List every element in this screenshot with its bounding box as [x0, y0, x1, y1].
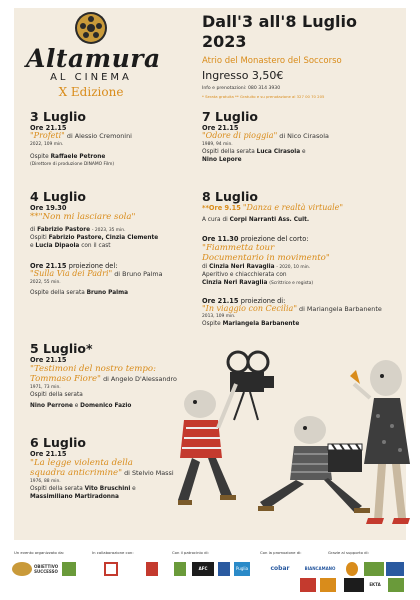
- logo-subtitle: AL CINEMA: [50, 72, 132, 83]
- film-meta: 1989, 94 min.: [202, 141, 233, 147]
- screening-time: Ore 21.15: [202, 124, 239, 132]
- sponsor-logo: [300, 578, 316, 592]
- film-line: Tommaso Fiore" di Angelo D'Alessandro: [30, 374, 177, 384]
- film-title: "Sulla Via dei Padri": [30, 269, 113, 278]
- sheep-cameraman-figure: [178, 384, 236, 505]
- puglia-logo: Puglia: [234, 562, 250, 576]
- guest-role: (Direttore di produzione DINAMO Film): [30, 161, 115, 167]
- partner-logo: [62, 562, 76, 576]
- screening-time: Ore 21.15 proiezione di:: [202, 296, 286, 305]
- film-meta: 2013, 109 min.: [202, 314, 236, 319]
- screening-time: **Ore 9.15: [202, 204, 241, 212]
- festival-logo: [26, 10, 161, 99]
- day-heading: 6 Luglio: [30, 435, 87, 450]
- film-meta: 1976, 88 min.: [30, 479, 61, 484]
- film-line: [202, 204, 382, 213]
- guest-line: Ospiti della serata Vito Bruschini e: [30, 486, 136, 492]
- film-line: "In viaggio con Cecilia" di Mariangela Barbanente: [202, 303, 382, 313]
- guest-line: Ospiti della serata Luca Cirasola e: [202, 148, 306, 155]
- clapperboard-icon: [328, 444, 362, 472]
- film-director: di Alessio Cremonini: [66, 132, 132, 140]
- edition-label: X Edizione: [58, 85, 124, 99]
- film-reel-icon: [73, 10, 109, 46]
- day-4-block: [30, 190, 163, 297]
- sponsor-logo: [388, 578, 404, 592]
- logo-name: Altamura: [26, 44, 161, 73]
- screening-time: Ore 19.30: [30, 204, 67, 212]
- patronage-label: Con il patrocinio di:: [172, 550, 209, 555]
- sponsor-logo: [344, 578, 364, 592]
- patron-logo: [174, 562, 186, 576]
- screening-time: Ore 21.15: [30, 356, 67, 364]
- guest-line: Cinzia Neri Ravaglia (Scrittrice e regista): [202, 279, 314, 286]
- ekta-logo: EKTA: [369, 582, 381, 587]
- patron-logo: [218, 562, 230, 576]
- film-title: "Odore di pioggia": [202, 131, 278, 140]
- day-8-block: [202, 190, 382, 328]
- sponsor-logo: [364, 562, 384, 576]
- film-title: "Danza e realtà virtuale": [242, 203, 344, 212]
- guest-line: Ospite Mariangela Barbanente: [202, 321, 300, 327]
- day-7-block: [202, 110, 329, 164]
- guest-line: Nino Perrone e Domenico Fazio: [30, 403, 132, 409]
- day-heading: 7 Luglio: [202, 109, 259, 124]
- partner-logo: [104, 562, 118, 576]
- screening-time: Ore 21.15 proiezione del:: [30, 262, 118, 270]
- guest-name: Massimiliano Martiradonna: [30, 494, 119, 500]
- author-line: di Cinzia Neri Ravaglia - 2020, 10 min.: [202, 263, 311, 270]
- film-title: "Fiammetta tour: [202, 242, 275, 253]
- sponsor-logo: [320, 578, 336, 592]
- film-title: "Testimoni del nostro tempo:: [30, 364, 156, 374]
- author-line: A cura di Corpi Narranti Ass. Cult.: [202, 216, 310, 223]
- ticket-price: Ingresso 3,50€: [202, 69, 284, 82]
- guest-line: e Lucia Dipaola con il cast: [30, 243, 111, 249]
- guest-line: Ospite della serata Bruno Palma: [30, 289, 129, 296]
- day-heading: 3 Luglio: [30, 109, 87, 124]
- film-line: [30, 132, 132, 141]
- film-line: squadra anticrimine" di Stelvio Massi: [30, 468, 174, 478]
- film-title-cont: Documentario in movimento": [202, 252, 330, 263]
- afc-logo: AFC: [192, 562, 214, 576]
- day-6-block: [30, 436, 174, 501]
- guest-name: Raffaele Petrone: [50, 153, 106, 160]
- film-title: **"Non mi lasciare sola": [30, 212, 136, 222]
- collab-label: In collaborazione con:: [92, 550, 134, 555]
- guest-line: Ospite Raffaele Petrone: [30, 153, 106, 160]
- day-heading: 8 Luglio: [202, 189, 259, 204]
- film-meta: 1971, 73 min.: [30, 385, 61, 390]
- date-range: Dall'3 all'8 Luglio 2023: [202, 12, 358, 51]
- sheep-clapper-figure: [258, 416, 370, 513]
- guest-line: Ospiti Fabrizio Pastore, Cinzia Clemente: [30, 235, 159, 241]
- extra-line: Aperitivo e chiacchierata con: [202, 271, 287, 278]
- organizer-logo: [12, 562, 32, 576]
- booking-note: * Serata gratuita ** Gratuito e su prenotazione al 327 00 70 205: [202, 94, 325, 99]
- patron-logo: [146, 562, 158, 576]
- author-line: di Fabrizio Pastore - 2023, 35 min.: [30, 227, 126, 233]
- sheep-actress-figure: [350, 360, 410, 524]
- sponsor-logo: [346, 562, 358, 576]
- venue: Atrio del Monastero del Soccorso: [202, 56, 342, 66]
- film-meta: 2022, 55 min.: [30, 279, 61, 285]
- film-title: "La legge violenta della: [30, 458, 133, 468]
- obiettivo-logo: OBIETTIVO SUCCESSO: [34, 564, 59, 574]
- biancamano-logo: BIANCAMANO: [304, 566, 336, 571]
- film-line: "Odore di pioggia" di Nico Cirasola: [202, 131, 329, 140]
- screening-time: Ore 11.30 proiezione del corto:: [202, 234, 309, 243]
- day-heading: 5 Luglio*: [30, 341, 93, 356]
- film-title: "Profeti": [30, 131, 65, 140]
- sponsor-logo: [386, 562, 404, 576]
- screening-time: Ore 21.15: [30, 450, 67, 458]
- film-meta: 2022, 109 min.: [30, 141, 64, 147]
- promotion-label: Con la promozione di:: [260, 550, 302, 555]
- film-title: "In viaggio con Cecilia": [202, 303, 297, 313]
- event-header: [202, 12, 402, 99]
- guest-name: Nino Lepore: [202, 156, 242, 163]
- sponsor-footer: [0, 546, 420, 600]
- organizer-label: Un evento organizzato da:: [14, 550, 65, 555]
- booking-info: Info e prenotazioni: 080 314 3930: [202, 86, 281, 91]
- support-label: Grazie al supporto di:: [328, 550, 369, 555]
- screening-time: Ore 21.15: [30, 124, 67, 132]
- day-heading: 4 Luglio: [30, 189, 87, 204]
- cobar-logo: cobar: [270, 565, 290, 572]
- day-5-block: [30, 342, 177, 410]
- cinema-illustration: [178, 350, 414, 540]
- day-3-block: [30, 110, 132, 168]
- film-line: "Sulla Via dei Padri" di Bruno Palma: [30, 269, 163, 278]
- guest-line-label: Ospiti della serata: [30, 392, 83, 398]
